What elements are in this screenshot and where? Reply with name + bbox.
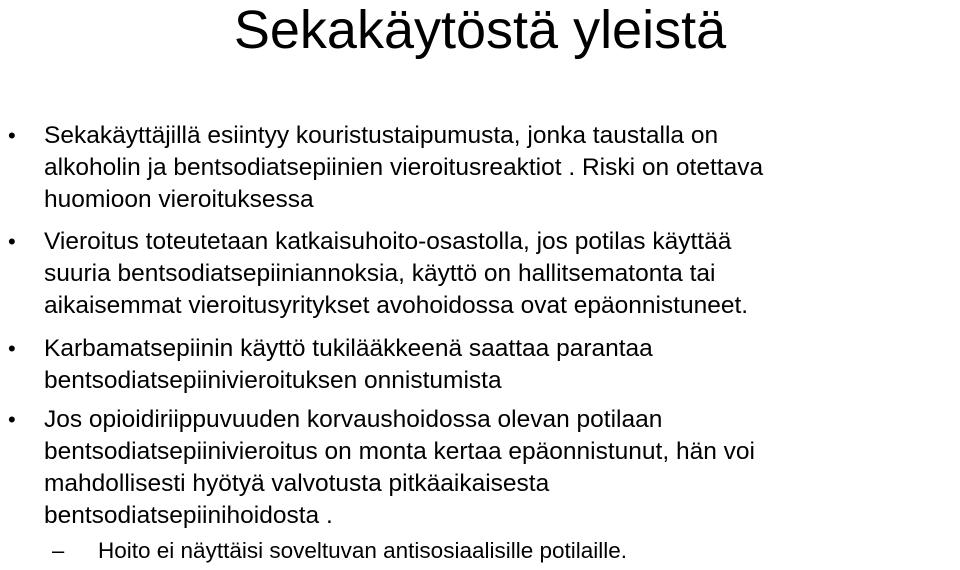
bullet-line: alkoholin ja bentsodiatsepiinien vieroitusreaktiot . Riski on otettava	[44, 154, 764, 181]
sub-bullet-marker: –	[52, 538, 65, 563]
bullet-line: suuria bentsodiatsepiiniannoksia, käyttö on hallitsematonta tai	[44, 260, 716, 287]
bullet-line: Vieroitus toteutetaan katkaisuhoito-osastolla, jos potilas käyttää	[44, 228, 732, 255]
sub-bullet-text: Hoito ei näyttäisi soveltuvan antisosiaalisille potilaille.	[98, 538, 628, 563]
bullet-text	[44, 226, 956, 322]
bullet-marker: •	[8, 123, 16, 148]
bullet-line: bentsodiatsepiinivieroitus on monta kertaa epäonnistunut, hän voi	[44, 438, 755, 465]
bullet-line: aikaisemmat vieroitusyritykset avohoidossa ovat epäonnistuneet.	[44, 292, 749, 319]
bullet-marker: •	[8, 336, 16, 361]
bullet-line: bentsodiatsepiinivieroituksen onnistumista	[44, 367, 502, 394]
bullet-line: Jos opioidiriippuvuuden korvaushoidossa olevan potilaan	[44, 406, 663, 433]
bullet-text	[44, 333, 956, 397]
slide-title: Sekakäytöstä yleistä	[233, 0, 727, 60]
bullet-line: Karbamatsepiinin käyttö tukilääkkeenä saattaa parantaa	[44, 335, 653, 362]
bullet-line: Sekakäyttäjillä esiintyy kouristustaipumusta, jonka taustalla on	[44, 122, 719, 149]
bullet-line: bentsodiatsepiinihoidosta .	[44, 502, 333, 529]
bullet-line: mahdollisesti hyötyä valvotusta pitkäaikaisesta	[44, 470, 550, 497]
bullet-item	[8, 333, 956, 397]
bullet-text	[44, 404, 956, 532]
bullet-item	[8, 404, 956, 532]
bullet-item	[8, 226, 956, 322]
sub-bullet-item	[52, 536, 628, 566]
bullet-text	[44, 120, 956, 216]
bullet-item	[8, 120, 956, 216]
bullet-marker: •	[8, 407, 16, 432]
bullet-line: huomioon vieroituksessa	[44, 186, 314, 213]
bullet-marker: •	[8, 229, 16, 254]
